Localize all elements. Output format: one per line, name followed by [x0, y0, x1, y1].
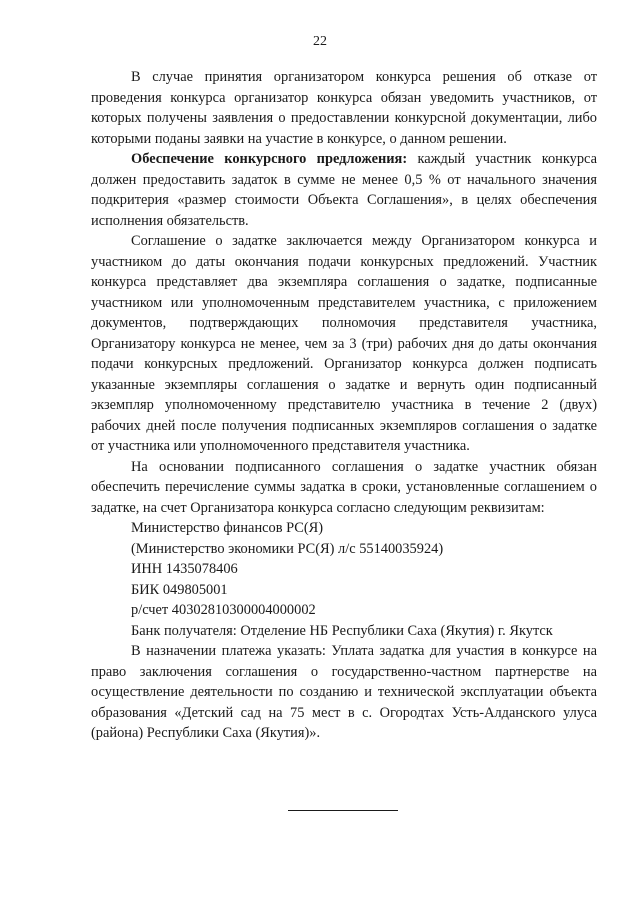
paragraph-bid-security	[91, 149, 597, 231]
requisite-account-holder: (Министерство экономики РС(Я) л/с 55140035924)	[131, 540, 444, 557]
requisite-bank: Банк получателя: Отделение НБ Республики Саха (Якутия) г. Якутск	[131, 622, 553, 639]
paragraph-deposit-transfer: На основании подписанного соглашения о задатке участник обязан обеспечить перечисление суммы задатка в сроки, установленные соглашением о задатке, на счет Организатора конкурса согласно следующим реквизитам:	[91, 458, 597, 516]
footer-divider	[288, 810, 398, 811]
requisite-recipient: Министерство финансов РС(Я)	[131, 520, 324, 536]
page-number: 22	[313, 34, 327, 49]
paragraph-contest-cancellation: В случае принятия организатором конкурса решения об отказе от проведения конкурса организатор конкурса обязан уведомить участников, от которых получены заявления о предоставлении конкурсной документации, либо которыми поданы заявки на участие в конкурсе, о данном решении.	[91, 69, 597, 147]
bank-requisites	[91, 518, 597, 641]
document-body	[91, 67, 597, 744]
bid-security-text: каждый участник конкурса должен предоставить задаток в сумме не менее 0,5 % от начального значения подкритерия «размер стоимости Объекта Соглашения», в целях обеспечения исполнения обязательств.	[91, 151, 598, 229]
paragraph-deposit-agreement: Соглашение о задатке заключается между Организатором конкурса и участником до даты окончания подачи конкурсных предложений. Участник конкурса представляет два экземпляра соглашения о задатке, подписанные участником или уполномоченным представителем участника, с приложением документов, подтверждающих полномочия представителя участника, Организатору конкурса не менее, чем за 3 (три) рабочих дня до даты окончания подачи конкурсных предложений. Организатор конкурса должен подписать указанные экземпляры соглашения о задатке и вернуть один подписанный экземпляр уполномоченному представителю участника в течение 2 (двух) рабочих дней после получения подписанных экземпляров соглашения о задатке от участника или уполномоченного представителя участника.	[91, 233, 597, 454]
requisite-inn: ИНН 1435078406	[131, 561, 238, 577]
bid-security-heading: Обеспечение конкурсного предложения:	[131, 151, 408, 167]
requisite-account: р/счет 40302810300004000002	[131, 602, 316, 618]
requisite-bik: БИК 049805001	[131, 581, 228, 598]
paragraph-payment-purpose: В назначении платежа указать: Уплата задатка для участия в конкурсе на право заключения соглашения о государственно-частном партнерстве на осуществление деятельности по созданию и технической эксплуатации объекта образования «Детский сад на 75 мест в с. Огородтах Усть-Алданского улуса (района) Республики Саха (Якутия)».	[91, 643, 597, 741]
